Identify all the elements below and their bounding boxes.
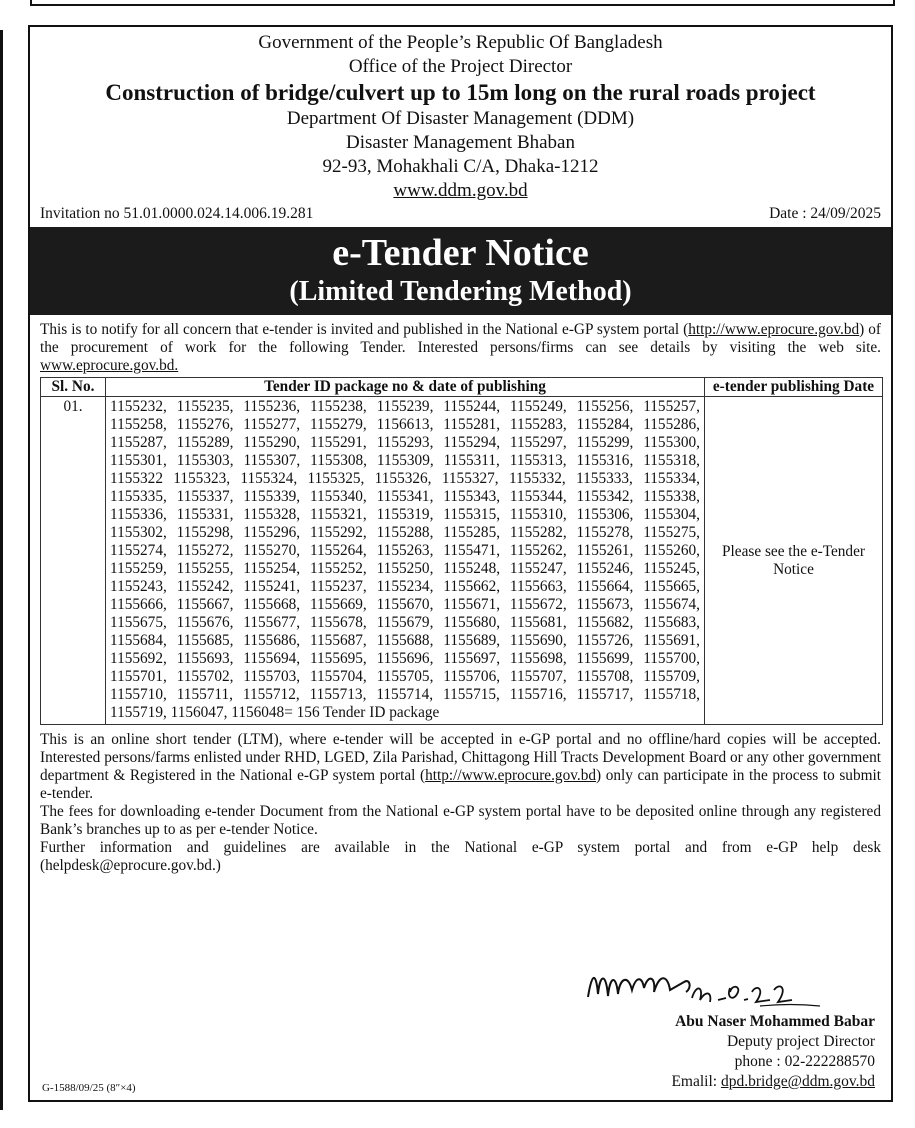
terms-paragraph: This is an online short tender (LTM), where e-tender will be accepted in e-GP portal and no offline/hard copies will be accepted. Interested persons/farms enlisted under RHD, LGED, Zila Parishad, Chittagong Hill Tracts Development Board or any other government department & Registered in the National e-GP system portal (http://www.eprocure.gov.bd) only can participate in the process to submit e-tender. — [40, 731, 882, 802]
tender-notice — [28, 25, 893, 1102]
row-sl: 01. — [41, 397, 106, 725]
invitation-number: Invitation no 51.01.0000.024.14.006.19.281 — [40, 205, 314, 222]
project-title: Construction of bridge/culvert up to 15m long on the rural roads project — [105, 80, 816, 105]
helpdesk-paragraph: Further information and guidelines are available in the National e-GP system portal and from e-GP help desk (helpdesk@eprocure.gov.bd.) — [40, 839, 881, 874]
address-line: 92-93, Mohakhali C/A, Dhaka-1212 — [322, 156, 599, 177]
row-publishing-date: Please see the e-Tender Notice — [705, 397, 883, 725]
notice-title: e-Tender Notice — [332, 232, 589, 274]
website-link[interactable]: www.ddm.gov.bd — [393, 180, 528, 201]
signatory-block — [615, 1012, 875, 1092]
table-header-row — [41, 378, 883, 397]
office-line: Office of the Project Director — [348, 56, 573, 77]
intro-paragraph: This is to notify for all concern that e-tender is invited and published in the National e-GP system portal (http://www.eprocure.gov.bd) of the procurement of work for the following Tender. Interested persons/firms can see details by visiting the web site. www.eprocure.gov.bd. — [40, 321, 881, 374]
footer-code: G-1588/09/25 (8″×4) — [42, 1082, 136, 1094]
signatory-name: Abu Naser Mohammed Babar — [675, 1013, 875, 1030]
government-line: Government of the People’s Republic Of Bangladesh — [258, 32, 663, 53]
eprocure-link-2[interactable]: http://www.eprocure.gov.bd — [425, 767, 596, 784]
title-banner — [30, 227, 891, 315]
top-ad-border — [30, 0, 895, 6]
building-line: Disaster Management Bhaban — [346, 132, 575, 153]
department-line: Department Of Disaster Management (DDM) — [286, 108, 635, 129]
header-sl: Sl. No. — [41, 378, 106, 397]
notice-header — [30, 31, 891, 203]
signature-image — [580, 962, 840, 1012]
left-column-rule — [0, 30, 3, 1110]
row-tender-ids: 1155232, 1155235, 1155236, 1155238, 1155239, 1155244, 1155249, 1155256, 1155257, 1155258, 1155276, 1155277, 1155279, 1156613, 1155281, 1155283, 1155284, 1155286, 1155287, 1155289, 1155290, 1155291, 1155293, 1155294, 1155297, 1155299, 1155300, 1155301, 1155303, 1155307, 1155308, 1155309, 1155311, 1155313, 1155316, 1155318, 1155322 1155323, 1155324, 1155325, 1155326, 1155327, 1155332, 1155333, 1155334, 1155335, 1155337, 1155339, 1155340, 1155341, 1155343, 1155344, 1155342, 1155338, 1155336, 1155331, 1155328, 1155321, 1155319, 1155315, 1155310, 1155306, 1155304, 1155302, 1155298, 1155296, 1155292, 1155288, 1155285, 1155282, 1155278, 1155275, 1155274, 1155272, 1155270, 1155264, 1155263, 1155471, 1155262, 1155261, 1155260, 1155259, 1155255, 1155254, 1155252, 1155250, 1155248, 1155247, 1155246, 1155245, 1155243, 1155242, 1155241, 1155237, 1155234, 1155662, 1155663, 1155664, 1155665, 1155666, 1155667, 1155668, 1155669, 1155670, 1155671, 1155672, 1155673, 1155674, 1155675, 1155676, 1155677, 1155678, 1155679, 1155680, 1155681, 1155682, 1155683, 1155684, 1155685, 1155686, 1155687, 1155688, 1155689, 1155690, 1155726, 1155691, 1155692, 1155693, 1155694, 1155695, 1155696, 1155697, 1155698, 1155699, 1155700, 1155701, 1155702, 1155703, 1155704, 1155705, 1155706, 1155707, 1155708, 1155709, 1155710, 1155711, 1155712, 1155713, 1155714, 1155715, 1155716, 1155717, 1155718, 1155719, 1156047, 1156048= 156 Tender ID package — [106, 397, 705, 725]
meta-row — [30, 203, 891, 225]
tender-table — [40, 377, 883, 725]
header-publishing-date: e-tender publishing Date — [705, 378, 883, 397]
signatory-email-line: Emalil: dpd.bridge@ddm.gov.bd — [671, 1073, 875, 1090]
eprocure-site-link[interactable]: www.eprocure.gov.bd. — [40, 357, 179, 374]
notice-subtitle: (Limited Tendering Method) — [289, 276, 632, 307]
notice-date: Date : 24/09/2025 — [769, 205, 881, 222]
signatory-phone: phone : 02-222288570 — [734, 1053, 875, 1070]
signatory-title: Deputy project Director — [726, 1033, 875, 1050]
eprocure-link[interactable]: http://www.eprocure.gov.bd — [688, 321, 860, 338]
signatory-email-link[interactable]: dpd.bridge@ddm.gov.bd — [720, 1073, 875, 1090]
header-tender-ids: Tender ID package no & date of publishing — [106, 378, 705, 397]
fees-paragraph: The fees for downloading e-tender Document from the National e-GP system portal have to be deposited online through any registered Bank’s branches up to as per e-tender Notice. — [40, 803, 881, 838]
table-row — [41, 397, 883, 725]
